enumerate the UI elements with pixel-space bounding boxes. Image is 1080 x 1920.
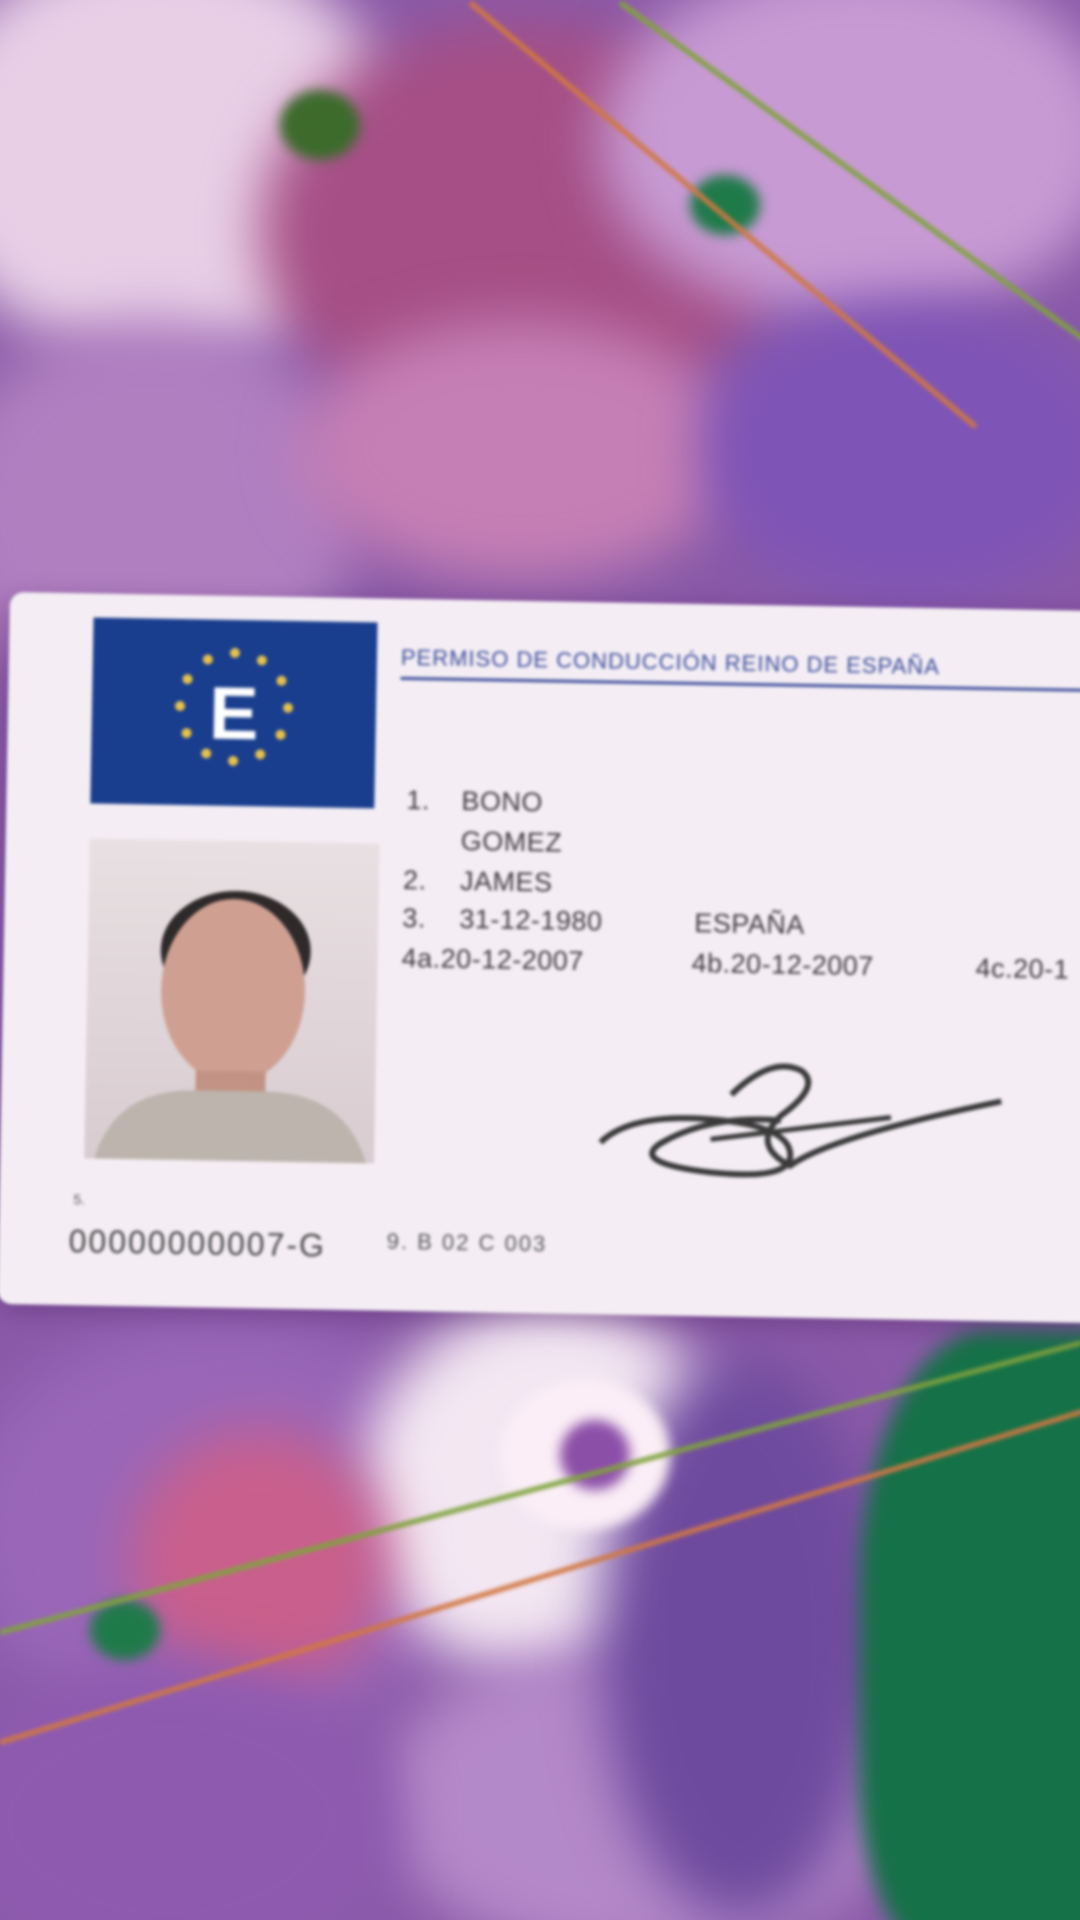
card-title: PERMISO DE CONDUCCIÓN REINO DE ESPAÑA	[401, 645, 1080, 693]
field-3-country: ESPAÑA	[694, 907, 806, 940]
signature	[590, 1042, 1013, 1199]
gem-icon	[690, 175, 760, 235]
country-code: E	[208, 671, 260, 755]
field-4a: 4a.20-12-2007	[401, 942, 585, 977]
field-5-label: 5.	[73, 1191, 86, 1208]
gem-icon	[90, 1600, 160, 1660]
gem-icon	[280, 90, 360, 160]
field-2-label: 2.	[402, 864, 427, 896]
holder-photo	[84, 838, 380, 1163]
field-4b: 4b.20-12-2007	[691, 947, 875, 982]
field-3-label: 3.	[402, 902, 427, 934]
field-1-surname-2: GOMEZ	[460, 825, 563, 858]
reference-code: 9. B 02 C 003	[386, 1228, 548, 1257]
field-2-value: JAMES	[459, 865, 553, 898]
field-4c: 4c.20-1	[975, 952, 1070, 985]
field-1-value: BONO	[461, 785, 544, 818]
driving-license-card	[0, 592, 1080, 1323]
field-1-label: 1.	[406, 784, 431, 816]
field-3-value: 31-12-1980	[459, 903, 603, 937]
license-number: 00000000007-G	[68, 1223, 327, 1264]
eu-flag	[90, 617, 377, 808]
portrait-icon	[84, 838, 380, 1163]
